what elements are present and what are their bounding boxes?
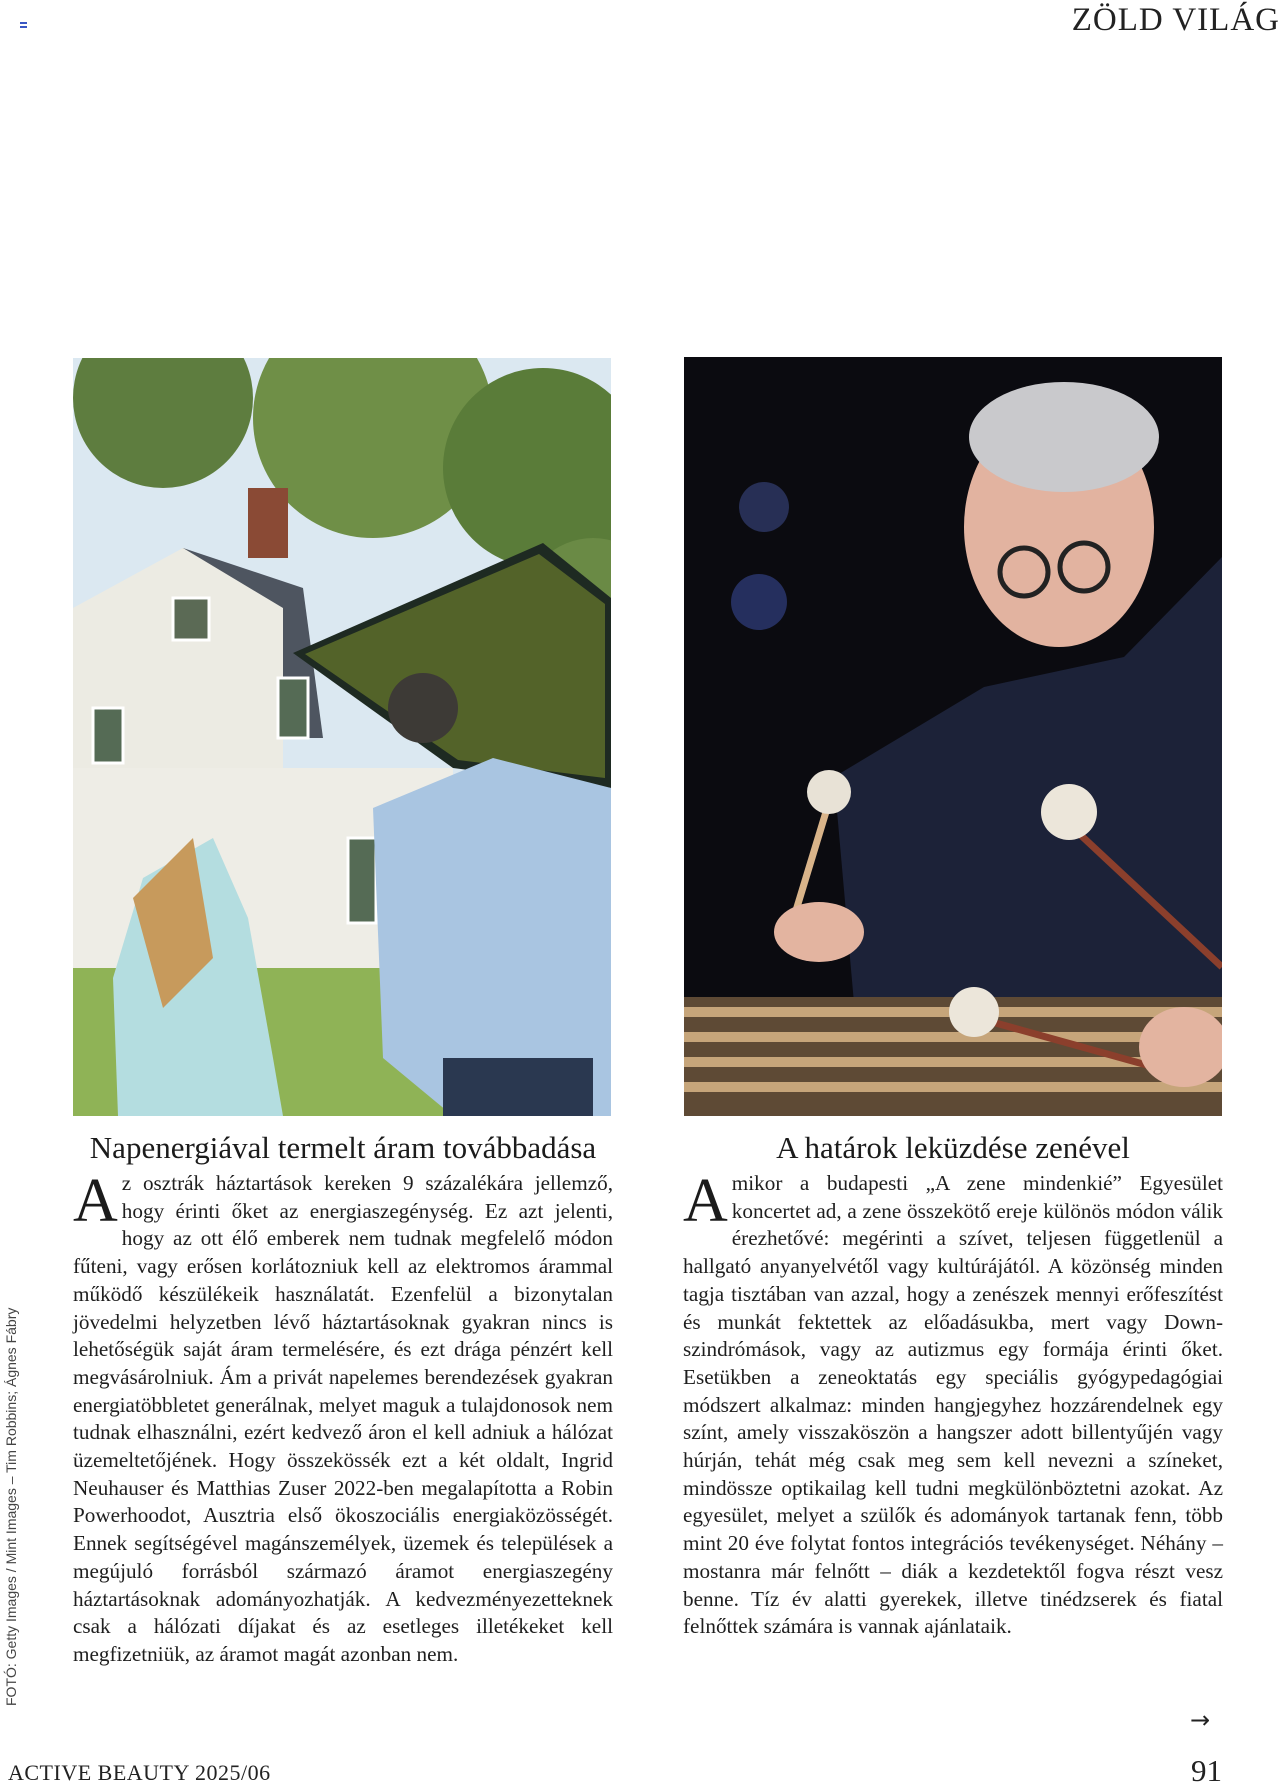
solar-panel-illustration — [73, 358, 611, 1116]
continue-arrow-icon[interactable]: → — [1190, 1706, 1211, 1734]
article-title: Napenergiával termelt áram továbbadása — [89, 1130, 597, 1165]
musician-photo — [684, 357, 1222, 1116]
section-label: ZÖLD VILÁG — [1071, 2, 1280, 38]
article-title: A határok leküzdése zenével — [776, 1130, 1130, 1165]
article-solar — [73, 1130, 613, 1669]
dropcap: A — [73, 1167, 118, 1235]
article-text: z osztrák háztartások kereken 9 százalékára jellemző, hogy érinti őket az energiaszegénység. Ez azt jelenti, hogy az ott élő emberek nem tudnak megfelelő módon fűteni, vagy erősen korlátozniuk kell az elektromos árammal működő készülékeik használatát. Ezenfelül a bizonytalan jövedelmi helyzetben lévő háztartásoknak gyakran nincs is lehetőségük saját áram termelésére, és ezt drága pénzért kell megvásárolniuk. Ám a privát napelemes berendezések gyakran energiatöbbletet generálnak, melyet maguk a tulajdonosok nem tudnak elhasználni, ezért kedvező áron el kell adniuk a hálózat üzemeltetőjének. Hogy összekössék ezt a két oldalt, Ingrid Neuhauser és Matthias Zuser 2022-ben megalapította a Robin Powerhoodot, Ausztria első ökoszociális energiaközösségét. Ennek segítségével magánszemélyek, üzemek és települések a megújuló forrásból származó áramot energiaszegény háztartásoknak adományozhatják. A kedvezményezetteknek csak a hálózati díjakat és az esetleges illetékeket kell megfizetniük, az áramot magát azonban nem. — [73, 1171, 613, 1666]
publication-footer: ACTIVE BEAUTY 2025/06 — [8, 1760, 271, 1785]
article-text: mikor a budapesti „A zene mindenkié” Egyesület koncertet ad, a zene összekötő ereje különös módon válik érezhetővé: megérinti a szívet, teljesen függetlenül a hallgató anyanyelvétől vagy kultúrájától. A közönség minden tagja tisztában van azzal, hogy a zenészek mennyi erőfeszítést és munkát fektettek az előadásukba, mert vagy Down-szindrómások, vagy az autizmus egy formája érinti őket. Esetükben a zeneoktatás egy speciális gyógypedagógiai módszert alkalmaz: minden hangjegyhez hozzárendelnek egy színt, amely visszaköszön a hangszer adott billentyűjén vagy húrján, tehát még csak meg sem kell nevezni a színeket, mindössze optikailag kell tudni megkülönböztetni azokat. Az egyesület, melyet a szülők és adományok tartanak fenn, több mint 20 éve folytat fontos integrációs tevékenységet. Néhány – mostanra már felnőtt – diák a kezdetektől fogva részt vesz benne. Tíz év alatti gyerekek, illetve tinédzserek és fiatal felnőttek számára is vannak ajánlataik. — [683, 1171, 1223, 1639]
solar-panel-photo — [73, 358, 611, 1116]
menu-icon[interactable] — [20, 22, 27, 30]
page-number: 91 — [1191, 1753, 1222, 1788]
photo-credit: FOTÓ: Getty Images / Mint Images – Tim Robbins; Ágnes Fábry — [3, 1307, 19, 1706]
musician-illustration — [684, 357, 1222, 1116]
article-body — [73, 1167, 613, 1669]
article-music — [683, 1130, 1223, 1641]
article-body — [683, 1167, 1223, 1641]
dropcap: A — [683, 1167, 728, 1235]
